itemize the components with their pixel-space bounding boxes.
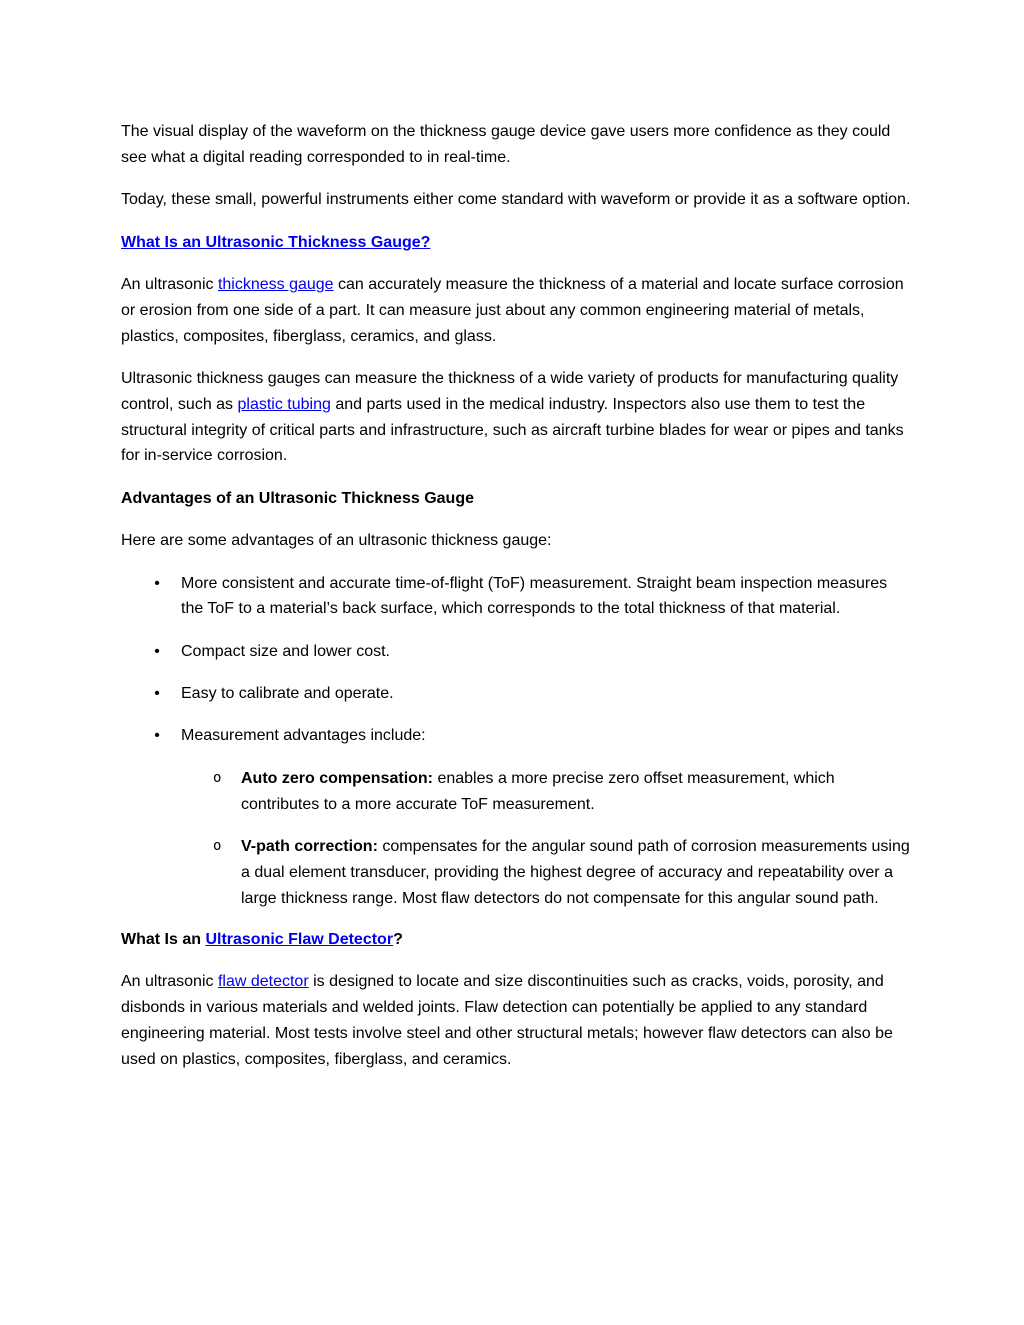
heading-advantages: Advantages of an Ultrasonic Thickness Gauge xyxy=(121,489,474,507)
list-item-text: Compact size and lower cost. xyxy=(181,642,390,660)
bullet-icon: • xyxy=(154,727,160,745)
text-span: What Is an xyxy=(121,931,206,949)
list-item-text: Measurement advantages include: xyxy=(181,727,426,745)
bullet-icon: • xyxy=(154,685,160,703)
paragraph-an-ultrasonic-thickness-gauge xyxy=(121,272,911,349)
sub-item-label: Auto zero compensation: xyxy=(241,769,434,787)
text-span: An ultrasonic xyxy=(121,275,218,293)
circle-bullet-icon: o xyxy=(213,838,222,855)
paragraph-advantages-intro: Here are some advantages of an ultrasonic thickness gauge: xyxy=(121,532,552,550)
list-item-text: Easy to calibrate and operate. xyxy=(181,685,394,703)
plastic-tubing-link[interactable]: plastic tubing xyxy=(237,395,331,413)
text-span: Ultrasonic thickness gauges can measure the thickness of a wide variety of products for manufacturing quality control, such as xyxy=(121,369,899,413)
text-span: and parts used in the medical industry. Inspectors also use them to test the structural integrity of critical parts and infrastructure, such as aircraft turbine blades for wear or pipes and tanks for in-service corrosion. xyxy=(121,395,904,465)
paragraph-flaw-detector xyxy=(121,969,911,1072)
heading-thickness-gauge xyxy=(121,230,911,256)
list-item xyxy=(121,571,911,623)
text-span: An ultrasonic xyxy=(121,973,218,991)
text-span: ? xyxy=(393,931,403,949)
sub-list-item xyxy=(121,766,911,818)
ultrasonic-flaw-detector-link[interactable]: Ultrasonic Flaw Detector xyxy=(205,931,394,949)
list-item xyxy=(121,723,911,911)
paragraph-today-instruments: Today, these small, powerful instruments either come standard with waveform or provide it as a software option. xyxy=(121,191,911,209)
heading-thickness-gauge-link[interactable]: What Is an Ultrasonic Thickness Gauge? xyxy=(121,233,431,251)
sub-list-item xyxy=(121,834,911,911)
list-item xyxy=(121,639,911,665)
circle-bullet-icon: o xyxy=(213,769,222,786)
sub-item-text: compensates for the angular sound path of corrosion measurements using a dual element transducer, providing the highest degree of accuracy and repeatability over a large thickness range. Most flaw detectors do not compensate for this angular sound path. xyxy=(241,838,910,907)
text-span: is designed to locate and size discontinuities such as cracks, voids, porosity, and disbonds in various materials and welded joints. Flaw detection can potentially be applied to any standard engineering material. Most tests involve steel and other structural metals; however flaw detectors can also be used on plastics, composites, fiberglass, and ceramics. xyxy=(121,973,893,1068)
thickness-gauge-link[interactable]: thickness gauge xyxy=(217,275,334,293)
list-item-text: More consistent and accurate time-of-flight (ToF) measurement. Straight beam inspection measures the ToF to a material’s back surface, which corresponds to the total thickness of that material. xyxy=(181,574,888,618)
paragraph-waveform-display: The visual display of the waveform on the thickness gauge device gave users more confidence as they could see what a digital reading corresponded to in real-time. xyxy=(121,123,891,166)
measurement-advantages-sublist xyxy=(121,766,911,912)
list-item xyxy=(121,681,911,707)
heading-flaw-detector xyxy=(121,927,911,953)
flaw-detector-link[interactable]: flaw detector xyxy=(217,973,309,991)
sub-item-label: V-path correction: xyxy=(241,838,378,856)
sub-item-text: enables a more precise zero offset measurement, which contributes to a more accurate ToF measurement. xyxy=(241,769,835,813)
document-page xyxy=(121,119,911,1089)
bullet-icon: • xyxy=(154,574,160,592)
advantages-list xyxy=(121,571,911,912)
bullet-icon: • xyxy=(154,642,160,660)
text-span: can accurately measure the thickness of a material and locate surface corrosion or erosion from one side of a part. It can measure just about any common engineering material of metals, plastics, composites, fiberglass, ceramics, and glass. xyxy=(121,275,904,345)
paragraph-ultrasonic-gauges-uses xyxy=(121,366,911,469)
